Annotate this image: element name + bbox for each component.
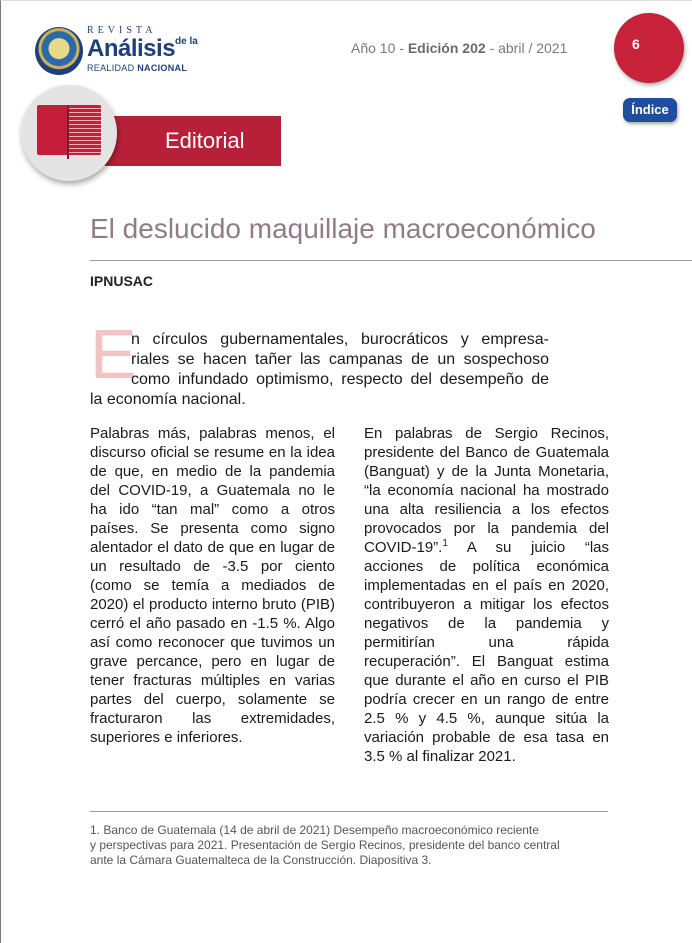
logo-realidad-nacional — [87, 63, 187, 73]
article-title: El deslucido maquillaje macroeconómico — [90, 213, 596, 244]
section-icon-circle — [21, 85, 117, 181]
article-column-2 — [364, 424, 609, 766]
footnote — [90, 823, 610, 868]
footnote-line: ante la Cámara Guatemalteca de la Construcción. Diapositiva 3. — [90, 853, 432, 867]
issue-edition: Edición 202 — [407, 40, 486, 56]
lead-line: como infundado optimismo, respecto del desempeño de — [131, 371, 549, 388]
article-author: IPNUSAC — [90, 273, 154, 289]
logo-analisis-text: Análisis — [87, 35, 176, 62]
lead-line: n círculos gubernamentales, burocráticos y empresa- — [131, 331, 549, 348]
issue-info — [351, 40, 567, 56]
separator: - — [399, 40, 404, 56]
index-button[interactable]: Índice — [623, 98, 677, 122]
drop-cap: E — [90, 315, 137, 393]
logo-nacional-text: NACIONAL — [137, 63, 188, 73]
logo-revista-text: REVISTA — [87, 25, 157, 36]
lead-line: la economía nacional. — [90, 391, 246, 408]
issue-date: abril / 2021 — [498, 40, 568, 56]
lead-line: riales se hacen tañer las campanas de un sospechoso — [131, 351, 549, 368]
column2-text-b: A su juicio “las acciones de política económica implementadas en el país en 2020, contribuyeron a mitigar los efectos negativos de la pandemia y permitirían una rápida recuperación”. El Banguat estima que durante el año en curso el PIB podría crecer en un rango de entre 2.5 % y 4.5 %, aunque sitúa la variación probable de esa tasa en 3.5 % al finalizar 2021. — [364, 539, 609, 765]
footnote-line: 1. Banco de Guatemala (14 de abril de 2021) Desempeño macroeconómico reciente — [90, 823, 539, 837]
page-number-badge — [614, 13, 684, 83]
open-book-icon — [37, 105, 101, 155]
column2-text-a: En palabras de Sergio Recinos, presidente del Banco de Guatemala (Banguat) y de la Junta Monetaria, “la economía nacional ha mostrado una alta resiliencia a los efectos provocados por la pandemia del COVID-19”. — [364, 425, 609, 556]
article-column-1: Palabras más, palabras menos, el discurso oficial se resume en la idea de que, en medio de la pandemia del COVID-19, a Guatemala no le ha ido “tan mal” como a otros países. Se presenta como signo alentador el dato de que en lugar de un resultado de -3.5 por ciento (como se temía a mediados de 2020) el producto interno bruto (PIB) cerró el año pasado en -1.5 %. Algo así como reconocer que tuvimos un grave percance, pero en lugar de tener fracturas múltiples en varias partes del cuerpo, solamente se fracturaron las extremidades, superiores e inferiores. — [90, 425, 335, 746]
footnote-ref[interactable]: 1 — [442, 538, 448, 549]
section-banner — [105, 116, 281, 166]
university-seal-icon — [35, 27, 83, 75]
footnote-line: y perspectivas para 2021. Presentación de Sergio Recinos, presidente del banco central — [90, 838, 560, 852]
footnote-divider — [90, 811, 608, 812]
logo-realidad-text: REALIDAD — [87, 63, 135, 73]
section-label: Editorial — [165, 128, 245, 153]
issue-year: Año 10 — [351, 40, 396, 56]
separator: - — [489, 40, 495, 56]
logo-dela-text: de la — [175, 36, 198, 47]
magazine-logo[interactable] — [35, 23, 205, 83]
title-divider — [90, 260, 692, 261]
page-number: 6 — [632, 36, 640, 52]
